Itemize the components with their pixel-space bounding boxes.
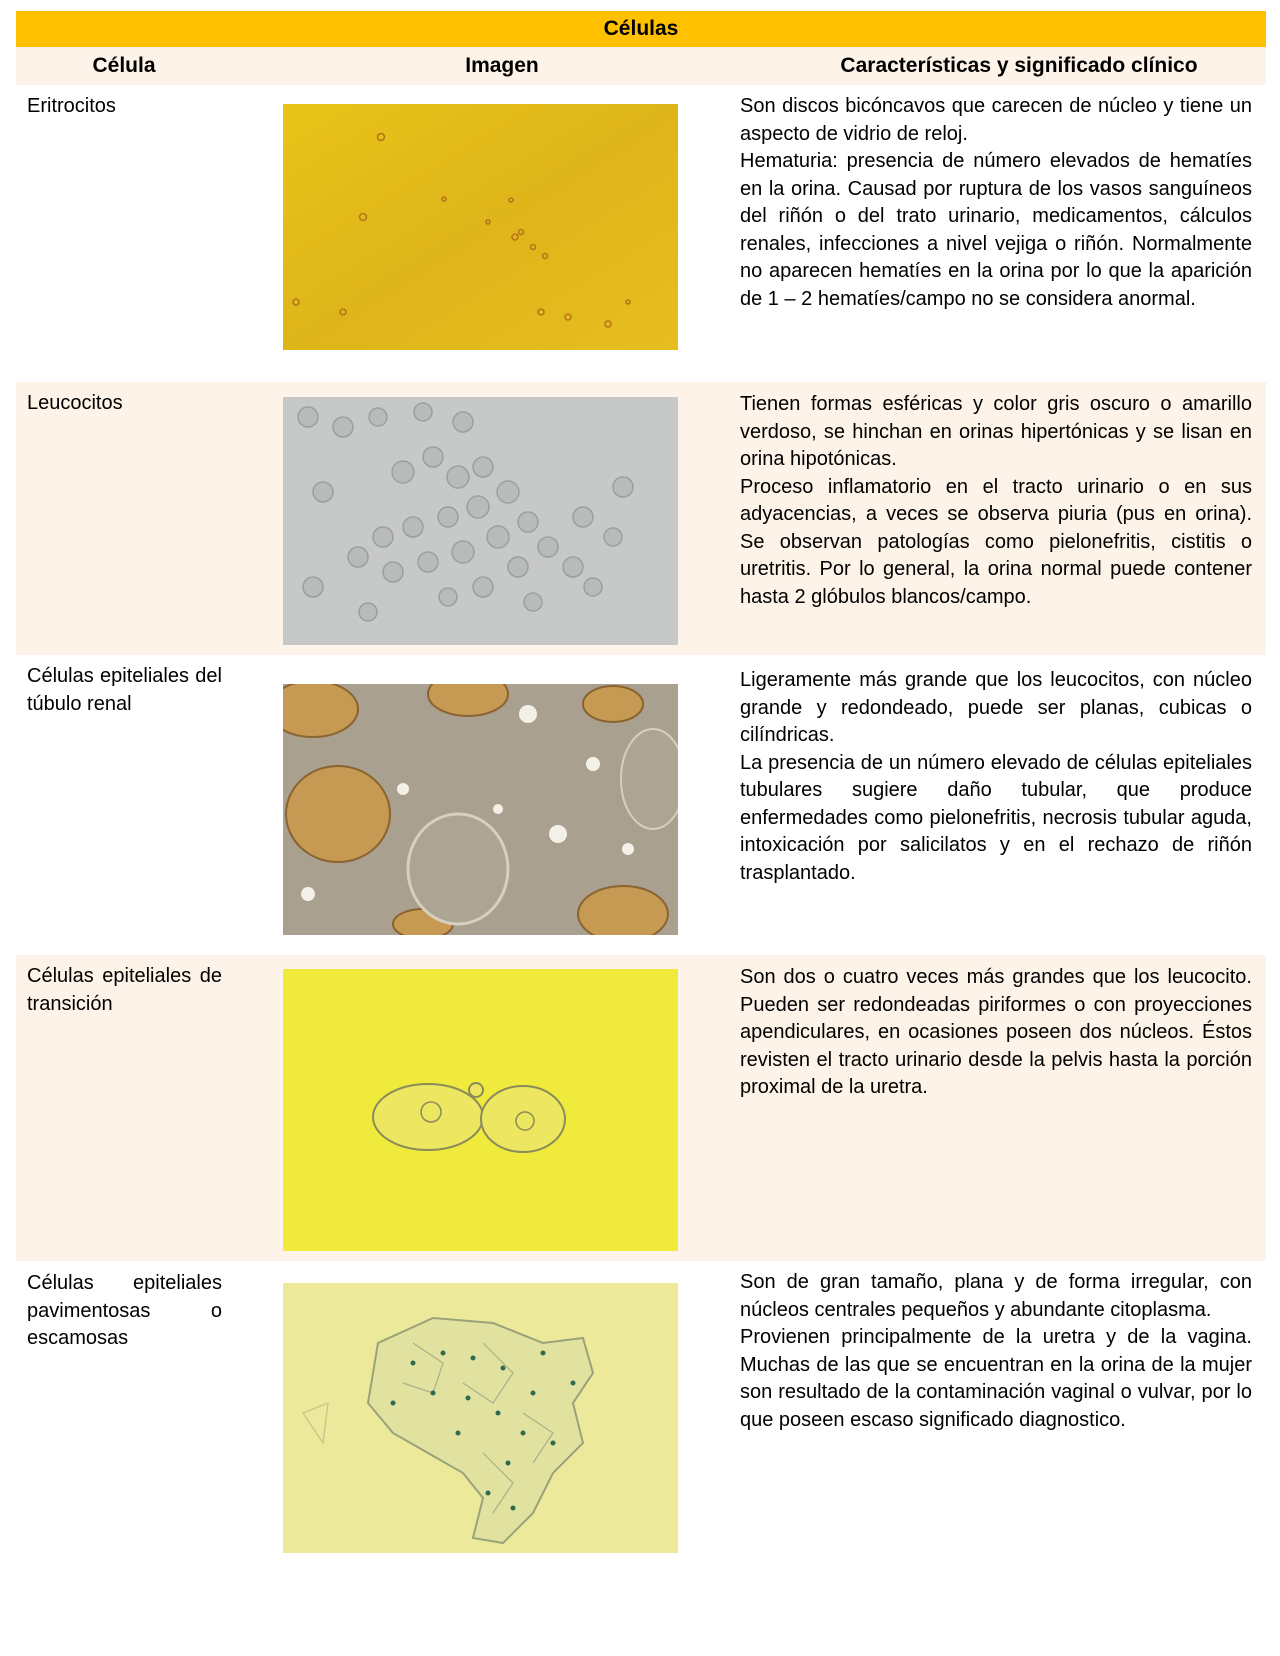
table-row-erythrocytes [16,85,1266,382]
cell-description [740,1269,1252,1434]
header-image: Imagen [465,54,539,77]
cell-name: Células epiteliales de transición [27,965,222,1015]
erythrocytes-image [283,104,678,350]
description-paragraph: La presencia de un número elevado de células epiteliales tubulares sugiere daño tubular, que produce enfermedades como pielonefritis, necrosis tubular aguda, intoxicación por salicilatos y en el rechazo de riñón trasplantado. [740,751,1252,884]
description-paragraph: Proceso inflamatorio en el tracto urinario o en sus adyacencias, a veces se observa piuria (pus en orina). Se observan patologías como pielonefritis, cistitis o uretritis. Por lo general, la orina normal puede contener hasta 2 glóbulos blancos/campo. [740,475,1252,608]
header-cell: Célula [92,54,156,77]
table-title-text: Células [603,17,679,40]
cell-description [740,93,1252,313]
cell-name: Eritrocitos [27,95,116,117]
squamous-image [283,1283,678,1553]
table-title [16,11,1266,47]
cell-name: Leucocitos [27,392,123,414]
cell-description [740,964,1252,1102]
header-row [16,47,1266,85]
description-paragraph: Ligeramente más grande que los leucocitos, con núcleo grande y redondeado, puede ser planas, cubicas o cilíndricas. [740,669,1252,746]
transitional-image [283,969,678,1251]
header-characteristics: Características y significado clínico [840,54,1198,77]
description-paragraph: Son de gran tamaño, plana y de forma irregular, con núcleos centrales pequeños y abundante citoplasma. [740,1271,1252,1321]
table-row-squamous [16,1261,1266,1571]
table-row-renal-tubular [16,655,1266,955]
cells-table [16,11,1266,1571]
description-paragraph: Son discos bicóncavos que carecen de núcleo y tiene un aspecto de vidrio de reloj. [740,95,1252,145]
table-row-transitional [16,955,1266,1261]
leukocytes-image [283,397,678,645]
table-row-leukocytes [16,382,1266,655]
cell-name: Células epiteliales pavimentosas o escamosas [27,1272,222,1349]
cell-name: Células epiteliales del túbulo renal [27,665,222,715]
cell-description [740,391,1252,611]
description-paragraph: Tienen formas esféricas y color gris oscuro o amarillo verdoso, se hinchan en orinas hipertónicas y se lisan en orina hipotónicas. [740,393,1252,470]
description-paragraph: Provienen principalmente de la uretra y de la vagina. Muchas de las que se encuentran en la orina de la mujer son resultado de la contaminación vaginal o vulvar, por lo que poseen escaso significado diagnostico. [740,1326,1252,1431]
description-paragraph: Son dos o cuatro veces más grandes que los leucocito. Pueden ser redondeadas piriformes o con proyecciones apendiculares, en ocasiones poseen dos núcleos. Éstos revisten el tracto urinario desde la pelvis hasta la porción proximal de la uretra. [740,966,1252,1098]
renal-tubular-image [283,684,678,935]
description-paragraph: Hematuria: presencia de número elevados de hematíes en la orina. Causad por ruptura de los vasos sanguíneos del riñón o del trato urinario, medicamentos, cálculos renales, infecciones a nivel vejiga o riñón. Normalmente no aparecen hematíes en la orina por lo que la aparición de 1 – 2 hematíes/campo no se considera anormal. [740,150,1252,310]
cell-description [740,667,1252,887]
